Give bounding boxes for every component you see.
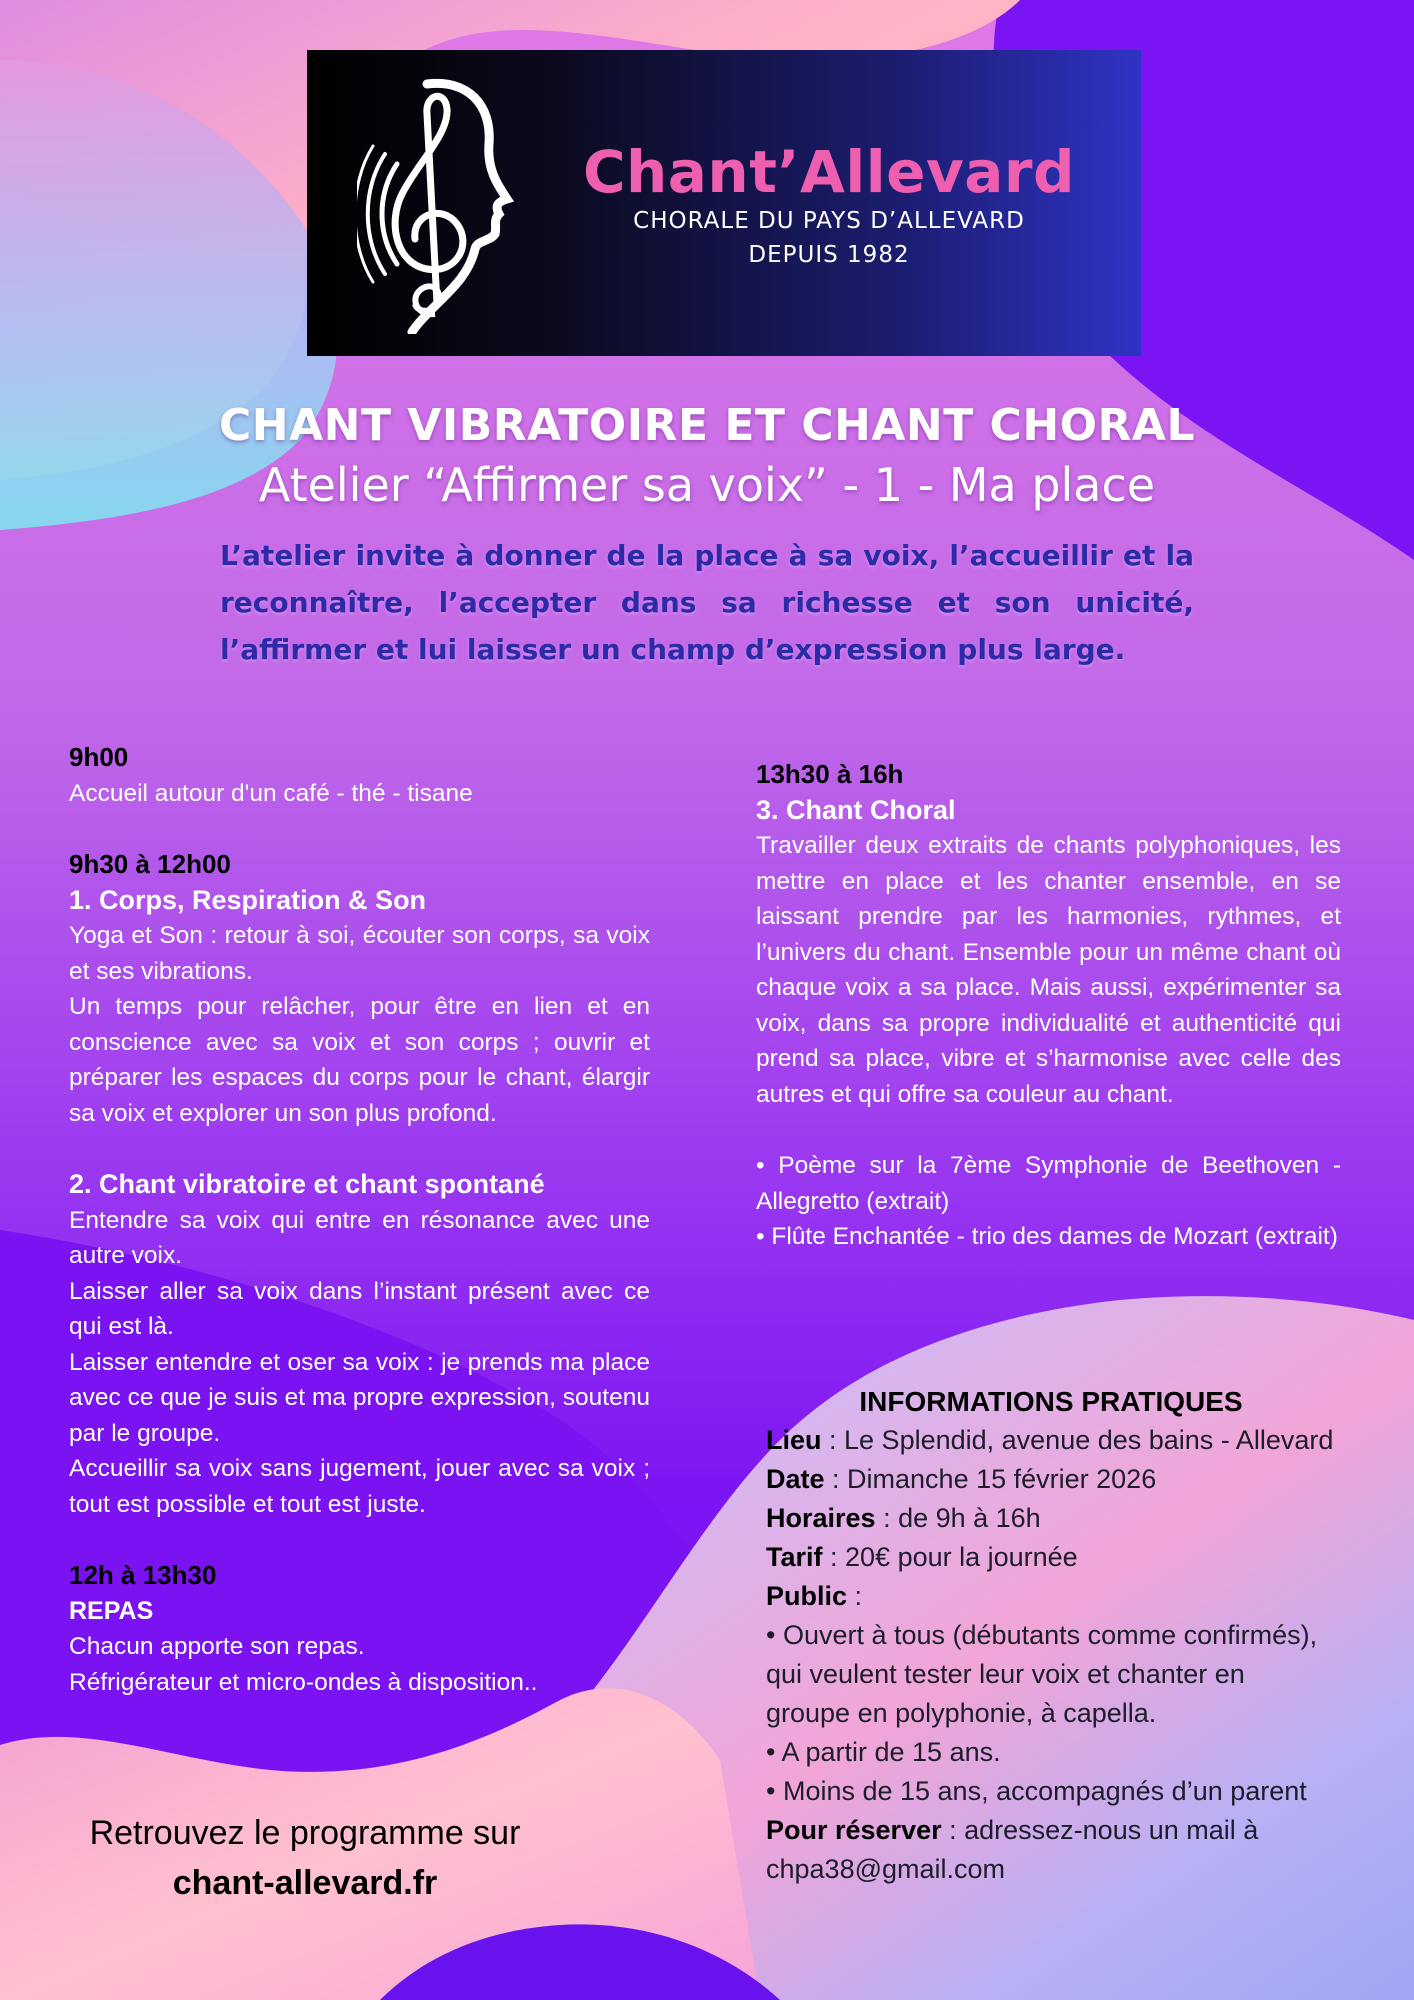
info-value: : adressez-nous un mail à chpa38@gmail.com [766, 1815, 1259, 1884]
info-horaires [766, 1499, 1336, 1538]
treble-clef-face-icon [357, 74, 517, 334]
session-heading: 3. Chant Choral [756, 794, 956, 825]
session-text: Entendre sa voix qui entre en résonance avec une autre voix. [69, 1206, 650, 1269]
intro-paragraph: L’atelier invite à donner de la place à sa voix, l’accueillir et la reconnaître, l’accepter dans sa richesse et son unicité, l’affirmer et lui laisser un champ d’expression plus large. [220, 539, 1194, 666]
session-time: 9h30 à 12h00 [69, 849, 231, 879]
info-label: Date [766, 1464, 825, 1494]
session-text: Laisser aller sa voix dans l’instant présent avec ce qui est là. [69, 1277, 650, 1340]
schedule-right-column [756, 757, 1341, 1255]
session-text: Accueil autour d'un café - thé - tisane [69, 779, 473, 807]
logo-banner [307, 50, 1141, 356]
session-heading: REPAS [69, 1596, 154, 1625]
footer [40, 1808, 570, 1908]
page-title: CHANT VIBRATOIRE ET CHANT CHORAL [218, 400, 1196, 451]
info-tarif [766, 1538, 1336, 1577]
schedule-left-column [69, 740, 650, 1700]
session-text: Laisser entendre et oser sa voix : je prends ma place avec ce que je suis et ma propre expression, soutenu par le groupe. [69, 1348, 650, 1447]
info-date [766, 1460, 1336, 1499]
public-item: • Ouvert à tous (débutants comme confirmés), qui veulent tester leur voix et chanter en groupe en polyphonie, à capella. [766, 1620, 1318, 1728]
info-value: : [847, 1581, 863, 1611]
info-label: Lieu [766, 1425, 822, 1455]
brand-name: Chant’Allevard [582, 138, 1076, 206]
repertoire-item: • Flûte Enchantée - trio des dames de Mozart (extrait) [756, 1223, 1338, 1250]
info-value: : Dimanche 15 février 2026 [824, 1464, 1157, 1494]
website-link[interactable]: chant-allevard.fr [172, 1864, 438, 1902]
session-time: 12h à 13h30 [69, 1560, 217, 1590]
practical-info [766, 1382, 1336, 1889]
session-heading: 2. Chant vibratoire et chant spontané [69, 1169, 545, 1199]
info-label: Public [766, 1581, 848, 1611]
session-text: Travailler deux extraits de chants polyphoniques, les mettre en place et les chanter ensemble, en se laissant prendre par les harmonies, rythmes, et l’univers du chant. Ensemble pour un même chant où chaque voix a sa place. Mais aussi, expérimenter sa voix, dans sa propre individualité et authenticité qui prend sa place, vibre et s’harmonise avec celle des autres et qui offre sa couleur au chant. [756, 832, 1341, 1108]
session-text: Chacun apporte son repas. [69, 1633, 365, 1660]
repertoire-item: • Poème sur la 7ème Symphonie de Beethoven - Allegretto (extrait) [756, 1152, 1341, 1215]
session-text: Réfrigérateur et micro-ondes à disposition.. [69, 1668, 538, 1696]
brand-subtitle: CHORALE DU PAYS D’ALLEVARD [633, 208, 1025, 234]
brand-since: DEPUIS 1982 [748, 242, 910, 268]
session-time: 9h00 [69, 742, 129, 772]
session-heading: 1. Corps, Respiration & Son [69, 884, 427, 915]
session-text: Yoga et Son : retour à soi, écouter son corps, sa voix et ses vibrations. [69, 922, 650, 985]
page-subtitle: Atelier “Affirmer sa voix” - 1 - Ma place [258, 458, 1156, 512]
info-public [766, 1577, 1336, 1616]
info-value: : de 9h à 16h [875, 1503, 1041, 1533]
session-text: Accueillir sa voix sans jugement, jouer avec sa voix ; tout est possible et tout est juste. [69, 1455, 650, 1518]
footer-text: Retrouvez le programme sur [89, 1814, 521, 1852]
info-value: : Le Splendid, avenue des bains - Allevard [821, 1425, 1334, 1455]
info-lieu [766, 1421, 1336, 1460]
info-label: Horaires [766, 1503, 876, 1533]
session-time: 13h30 à 16h [756, 759, 904, 789]
public-item: • A partir de 15 ans. [766, 1737, 1001, 1767]
session-text: Un temps pour relâcher, pour être en lien et en conscience avec sa voix et son corps ; ouvrir et préparer les espaces du corps pour le chant, élargir sa voix et explorer un son plus profond. [69, 993, 650, 1127]
info-reserver [766, 1811, 1336, 1889]
public-item: • Moins de 15 ans, accompagnés d’un parent [766, 1776, 1307, 1806]
info-label: Tarif [766, 1542, 823, 1572]
info-label: Pour réserver [766, 1815, 942, 1845]
info-value: : 20€ pour la journée [822, 1542, 1078, 1572]
info-title: INFORMATIONS PRATIQUES [859, 1386, 1243, 1417]
